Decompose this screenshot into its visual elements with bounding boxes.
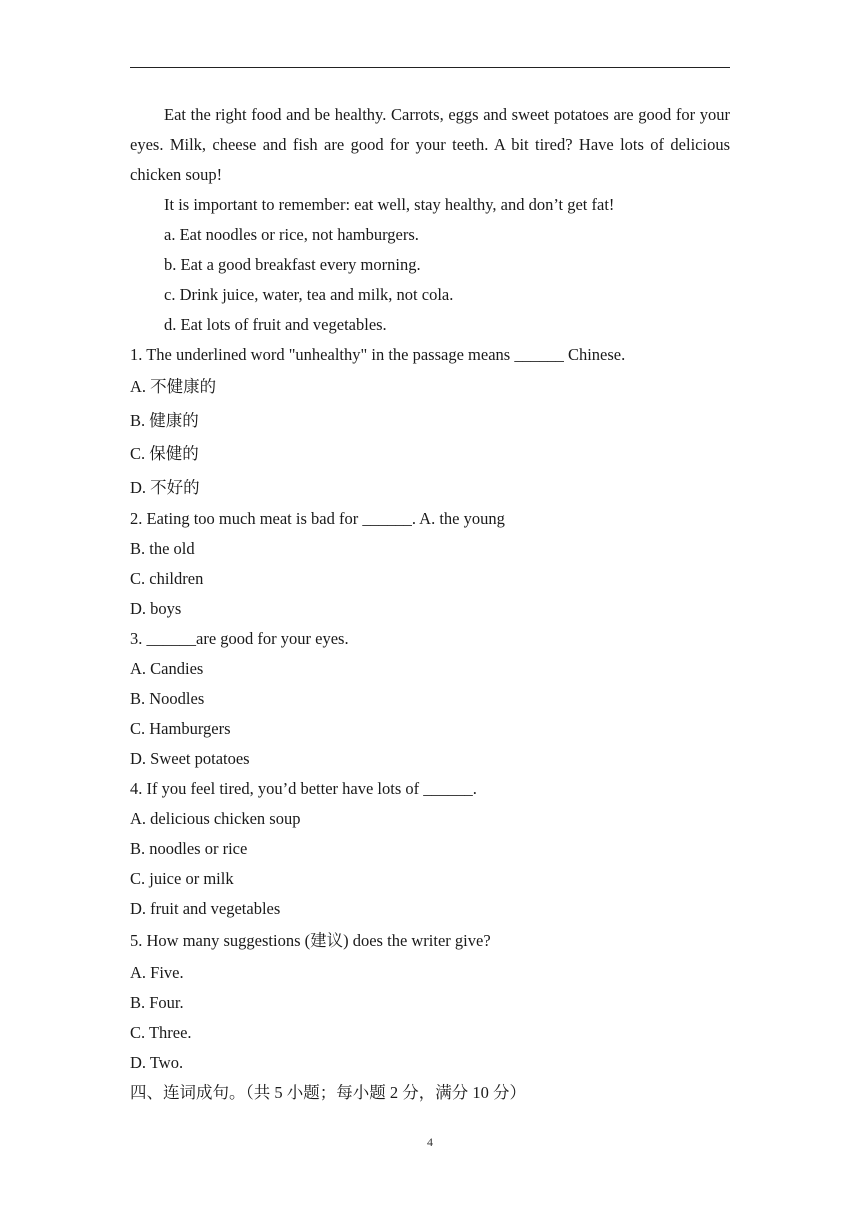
page-number: 4 bbox=[427, 1135, 433, 1149]
question-4-option-b: B. noodles or rice bbox=[130, 839, 248, 858]
question-4-option-a: A. delicious chicken soup bbox=[130, 809, 301, 828]
question-3-option-c: C. Hamburgers bbox=[130, 719, 231, 738]
question-2-option-b: B. the old bbox=[130, 539, 195, 558]
question-1-option-d: D. 不好的 bbox=[130, 477, 200, 497]
tip-a: a. Eat noodles or rice, not hamburgers. bbox=[164, 225, 419, 244]
passage-paragraph-1: Eat the right food and be healthy. Carrots, eggs and sweet potatoes are good for your eyes. Milk, cheese and fish are good for your teeth. A bit tired? Have lots of delicious chicken soup! bbox=[130, 105, 730, 184]
question-5-option-a: A. Five. bbox=[130, 962, 184, 982]
question-3-option-a: A. Candies bbox=[130, 659, 204, 678]
section-heading: 四、连词成句。（共 5 小题；每小题 2 分，满分 10 分） bbox=[130, 1082, 526, 1102]
passage-paragraph-2: It is important to remember: eat well, stay healthy, and don’t get fat! bbox=[164, 195, 615, 214]
question-3-option-d: D. Sweet potatoes bbox=[130, 749, 250, 768]
question-4-stem: 4. If you feel tired, you’d better have lots of ______. bbox=[130, 779, 477, 798]
tip-c: c. Drink juice, water, tea and milk, not cola. bbox=[164, 285, 454, 304]
question-1-option-a: A. 不健康的 bbox=[130, 377, 217, 396]
question-2-option-d: D. boys bbox=[130, 599, 182, 618]
question-5-option-c: C. Three. bbox=[130, 1022, 192, 1042]
question-3-option-b: B. Noodles bbox=[130, 689, 205, 708]
page-content bbox=[130, 100, 730, 1108]
tip-d: d. Eat lots of fruit and vegetables. bbox=[164, 315, 387, 334]
question-3-stem: 3. ______are good for your eyes. bbox=[130, 629, 349, 648]
question-5-option-d: D. Two. bbox=[130, 1052, 184, 1072]
question-4-option-c: C. juice or milk bbox=[130, 869, 234, 888]
question-1-stem: 1. The underlined word "unhealthy" in the passage means ______ Chinese. bbox=[130, 345, 626, 364]
tip-b: b. Eat a good breakfast every morning. bbox=[164, 255, 421, 274]
question-4-option-d: D. fruit and vegetables bbox=[130, 899, 281, 918]
question-5-option-b: B. Four. bbox=[130, 992, 184, 1012]
question-5-stem: 5. How many suggestions (建议) does the writer give? bbox=[130, 931, 491, 950]
header-rule bbox=[130, 67, 730, 68]
question-1-option-c: C. 保健的 bbox=[130, 444, 199, 463]
question-1-option-b: B. 健康的 bbox=[130, 410, 199, 430]
question-2-stem: 2. Eating too much meat is bad for ______. A. the young bbox=[130, 509, 505, 528]
question-2-option-c: C. children bbox=[130, 569, 204, 588]
